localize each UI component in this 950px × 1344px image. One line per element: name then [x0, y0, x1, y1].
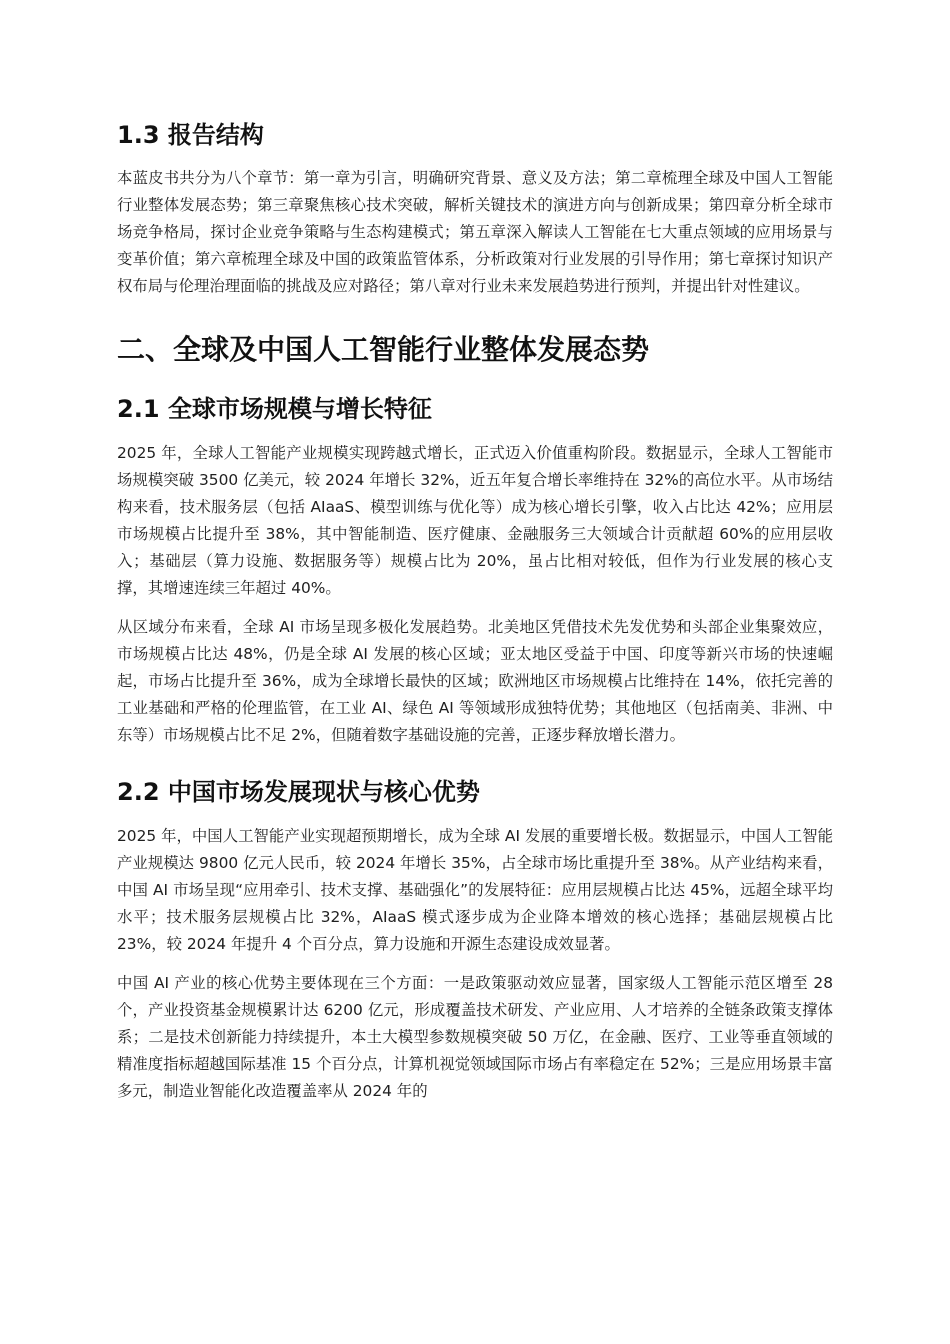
document-page — [117, 112, 833, 1105]
section-1-3-paragraph: 本蓝皮书共分为八个章节：第一章为引言，明确研究背景、意义及方法；第二章梳理全球及中国人工智能行业整体发展态势；第三章聚焦核心技术突破，解析关键技术的演进方向与创新成果；第四章分析全球市场竞争格局，探讨企业竞争策略与生态构建模式；第五章深入解读人工智能在七大重点领域的应用场景与变革价值；第六章梳理全球及中国的政策监管体系，分析政策对行业发展的引导作用；第七章探讨知识产权布局与伦理治理面临的挑战及应对路径；第八章对行业未来发展趋势进行预判，并提出针对性建议。 — [117, 169, 833, 295]
section-2-2-heading: 2.2 中国市场发展现状与核心优势 — [117, 778, 480, 806]
section-2-2-paragraph-1: 2025 年，中国人工智能产业实现超预期增长，成为全球 AI 发展的重要增长极。数据显示，中国人工智能产业规模达 9800 亿元人民币，较 2024 年增长 35%，占全球市场比重提升至 38%。从产业结构来看，中国 AI 市场呈现“应用牵引、技术支撑、基础强化”的发展特征：应用层规模占比达 45%，远超全球平均水平；技术服务层规模占比 32%，AIaaS 模式逐步成为企业降本增效的核心选择；基础层规模占比 23%，较 2024 年提升 4 个百分点，算力设施和开源生态建设成效显著。 — [117, 827, 833, 953]
section-2-2-paragraph-2: 中国 AI 产业的核心优势主要体现在三个方面：一是政策驱动效应显著，国家级人工智能示范区增至 28 个，产业投资基金规模累计达 6200 亿元，形成覆盖技术研发、产业应用、人才培养的全链条政策支撑体系；二是技术创新能力持续提升，本土大模型参数规模突破 50 万亿，在金融、医疗、工业等垂直领域的精准度指标超越国际基准 15 个百分点，计算机视觉领域国际市场占有率稳定在 52%；三是应用场景丰富多元，制造业智能化改造覆盖率从 2024 年的 — [117, 974, 833, 1100]
chapter-2-heading: 二、全球及中国人工智能行业整体发展态势 — [117, 333, 650, 366]
section-2-1-paragraph-2: 从区域分布来看，全球 AI 市场呈现多极化发展趋势。北美地区凭借技术先发优势和头部企业集聚效应，市场规模占比达 48%，仍是全球 AI 发展的核心区域；亚太地区受益于中国、印度等新兴市场的快速崛起，市场占比提升至 36%，成为全球增长最快的区域；欧洲地区市场规模占比维持在 14%，依托完善的工业基础和严格的伦理监管，在工业 AI、绿色 AI 等领域形成独特优势；其他地区（包括南美、非洲、中东等）市场规模占比不足 2%，但随着数字基础设施的完善，正逐步释放增长潜力。 — [117, 618, 833, 744]
section-2-1-heading: 2.1 全球市场规模与增长特征 — [117, 395, 432, 423]
section-1-3-heading: 1.3 报告结构 — [117, 121, 264, 149]
section-2-1-paragraph-1: 2025 年，全球人工智能产业规模实现跨越式增长，正式迈入价值重构阶段。数据显示，全球人工智能市场规模突破 3500 亿美元，较 2024 年增长 32%，近五年复合增长率维持在 32%的高位水平。从市场结构来看，技术服务层（包括 AIaaS、模型训练与优化等）成为核心增长引擎，收入占比达 42%；应用层市场规模占比提升至 38%，其中智能制造、医疗健康、金融服务三大领域合计贡献超 60%的应用层收入；基础层（算力设施、数据服务等）规模占比为 20%，虽占比相对较低，但作为行业发展的核心支撑，其增速连续三年超过 40%。 — [117, 444, 833, 597]
